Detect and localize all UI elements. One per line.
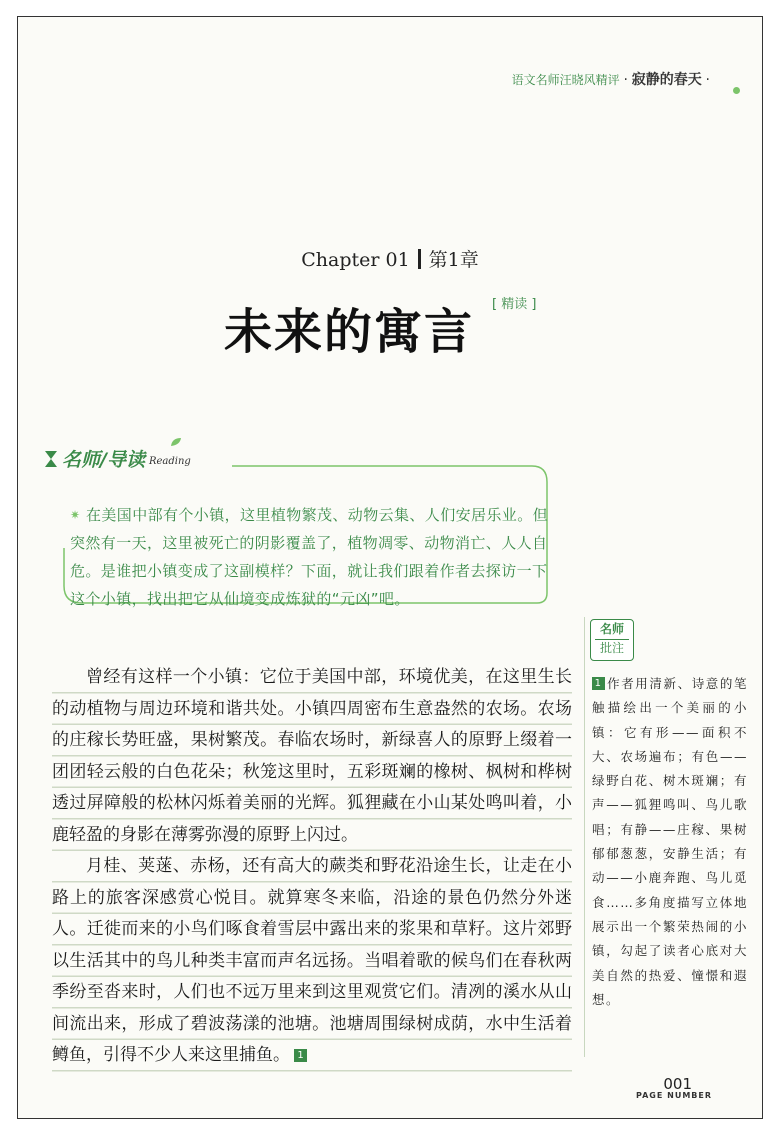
series-name: 语文名师汪晓风精评	[511, 73, 620, 87]
annotation-badge	[590, 619, 634, 661]
page-number-label: PAGE NUMBER	[635, 1091, 712, 1100]
paragraph-text: 月桂、荚蒾、赤杨，还有高大的蕨类和野花沿途生长，让走在小路上的旅客深感赏心悦目。就算寒冬来临，沿途的景色仍然分外迷人。迁徙而来的小鸟们啄食着雪层中露出来的浆果和草籽。这片郊野以生活其中的鸟儿种类丰富而声名远扬。当唱着歌的候鸟们在春秋两季纷至沓来时，人们也不远万里来到这里观赏它们。清冽的溪水从山间流出来，形成了碧波荡漾的池塘。池塘周围绿树成荫，水中生活着鳟鱼，引得不少人来这里捕鱼。	[52, 856, 572, 1065]
reading-heading	[44, 445, 191, 472]
annotation-note-text: 作者用清新、诗意的笔触描绘出一个美丽的小镇：它有形——面积不大、农场遍布；有色——绿野白花、树木斑斓；有声——狐狸鸣叫、鸟儿歌唱；有静——庄稼、果树郁郁葱葱，安静生活；有动——小鹿奔跑、鸟儿觅食……多角度描写立体地展示出一个繁荣热闹的小镇，勾起了读者心底对大美自然的热爱、憧憬和遐想。	[592, 676, 748, 1007]
reading-title: 名师/导读	[62, 449, 145, 471]
leaf-icon	[170, 437, 182, 447]
chapter-label-en: Chapter 01	[301, 249, 410, 271]
separator: ·	[623, 72, 628, 88]
sidebar-divider	[584, 617, 585, 1057]
book-title: 寂静的春天	[631, 72, 702, 88]
star-icon: ✷	[70, 508, 81, 522]
reading-title-en: Reading	[148, 456, 191, 467]
badge-line1: 名师	[599, 622, 624, 636]
chapter-label	[18, 245, 762, 272]
reading-intro-text: 在美国中部有个小镇，这里植物繁茂、动物云集、人们安居乐业。但突然有一天，这里被死亡的阴影覆盖了，植物凋零、动物消亡、人人自危。是谁把小镇变成了这副模样？下面，就让我们跟着作者去探访一下这个小镇，找出把它从仙境变成炼狱的“元凶”吧。	[70, 506, 549, 608]
intensive-reading-tag: [ 精读 ]	[492, 297, 537, 312]
annotation-marker: 1	[294, 1049, 307, 1062]
decorative-dot-icon	[733, 87, 740, 94]
hourglass-icon	[44, 450, 58, 468]
chapter-label-cn: 第1章	[428, 249, 479, 271]
page-frame	[17, 16, 763, 1119]
chapter-title: 未来的寓言	[224, 304, 475, 360]
annotation-marker: 1	[592, 677, 605, 690]
paragraph-text: 曾经有这样一个小镇：它位于美国中部，环境优美，在这里生长的动植物与周边环境和谐共处。小镇四周密布生意盎然的农场。农场的庄稼长势旺盛，果树繁茂。春临农场时，新绿喜人的原野上缀着一团团轻云般的白色花朵；秋笼这里时，五彩斑斓的橡树、枫树和桦树透过屏障般的松林闪烁着美丽的光辉。狐狸藏在小山某处鸣叫着，小鹿轻盈的身影在薄雾弥漫的原野上闪过。	[52, 667, 572, 845]
reading-intro	[70, 501, 550, 613]
separator-end: ·	[705, 72, 710, 88]
paragraph	[52, 851, 572, 1072]
running-head	[512, 69, 710, 89]
badge-line2: 批注	[595, 639, 629, 657]
page-number: 001	[663, 1075, 692, 1093]
annotation-note	[592, 672, 748, 1012]
body-text	[52, 662, 572, 1072]
paragraph	[52, 662, 572, 851]
chapter-divider	[418, 249, 421, 269]
